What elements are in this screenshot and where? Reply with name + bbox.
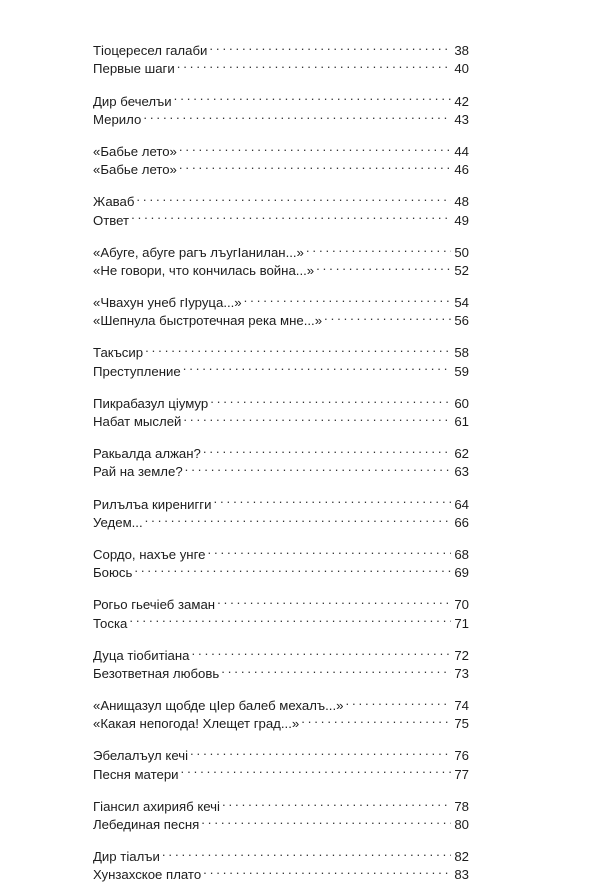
toc-group — [93, 289, 469, 329]
toc-group — [93, 742, 469, 782]
toc-entry-page-number: 73 — [454, 665, 469, 681]
toc-entry-title: Ракьалда алжан? — [93, 446, 201, 462]
dot-leader — [201, 811, 451, 829]
toc-entry-title: Боюсь — [93, 565, 133, 581]
toc-entry-title: Гіансил ахирияб кечі — [93, 798, 220, 814]
toc-entry-page-number: 83 — [454, 867, 469, 883]
toc-entry-title: Тоска — [93, 615, 128, 631]
toc-entry — [93, 541, 469, 562]
dot-leader — [306, 239, 451, 257]
toc-entry-title: Ответ — [93, 212, 130, 228]
toc-entry-page-number: 64 — [454, 496, 469, 512]
dot-leader — [143, 106, 451, 124]
toc-entry-page-number: 38 — [454, 43, 469, 59]
toc-group — [93, 793, 469, 832]
dot-leader — [179, 156, 451, 174]
toc-entry-page-number: 46 — [454, 162, 469, 178]
toc-group — [93, 37, 469, 77]
toc-entry-page-number: 48 — [454, 194, 469, 210]
toc-entry-title: Дир тіалъи — [93, 849, 160, 865]
toc-group — [93, 390, 469, 429]
toc-group — [93, 692, 469, 732]
dot-leader — [301, 710, 451, 728]
toc-entry — [93, 87, 469, 109]
toc-entry-page-number: 40 — [454, 61, 469, 77]
toc-entry — [93, 37, 469, 59]
dot-leader — [217, 591, 451, 609]
toc-group — [93, 87, 469, 127]
dot-leader — [177, 55, 451, 73]
toc-entry-title: Песня матери — [93, 766, 179, 782]
toc-group — [93, 239, 469, 278]
toc-entry-title: «Бабье лето» — [93, 143, 177, 159]
toc-entry — [93, 239, 469, 260]
toc-entry — [93, 692, 469, 714]
toc-entry-page-number: 66 — [454, 514, 469, 530]
toc-entry — [93, 591, 469, 613]
toc-entry-page-number: 72 — [454, 647, 469, 663]
dot-leader — [162, 843, 451, 861]
dot-leader — [129, 609, 451, 627]
toc-entry-title: «Анищазул щобде цІер балеб мехалъ...» — [93, 698, 344, 714]
toc-entry — [93, 106, 469, 127]
dot-leader — [213, 490, 451, 508]
toc-entry-title: Уедем... — [93, 514, 143, 530]
dot-leader — [190, 742, 451, 760]
toc-entry-page-number: 61 — [454, 414, 469, 429]
toc-entry-title: Рай на земле? — [93, 464, 183, 480]
toc-entry-title: Лебединая песня — [93, 817, 200, 832]
toc-entry-page-number: 49 — [454, 212, 469, 228]
toc-entry-title: Дуца тіобитіана — [93, 647, 190, 663]
toc-entry-page-number: 77 — [454, 766, 469, 782]
toc-entry-page-number: 43 — [454, 111, 469, 127]
dot-leader — [222, 793, 451, 811]
toc-entry — [93, 440, 469, 462]
toc-entry-page-number: 60 — [454, 395, 469, 411]
toc-group — [93, 138, 469, 178]
toc-entry-page-number: 58 — [454, 345, 469, 361]
toc-entry-page-number: 63 — [454, 464, 469, 480]
toc-entry-title: Дир бечелъи — [93, 93, 172, 109]
toc-entry-page-number: 68 — [454, 546, 469, 562]
toc-group — [93, 188, 469, 228]
toc-entry — [93, 609, 469, 631]
toc-entry-title: Первые шаги — [93, 61, 175, 77]
toc-entry-title: «Шепнула быстротечная река мне...» — [93, 313, 323, 329]
dot-leader — [145, 509, 451, 527]
dot-leader — [174, 87, 451, 105]
toc-entry-title: Сордо, нахъе унге — [93, 546, 206, 562]
toc-entry — [93, 509, 469, 530]
toc-entry-title: Такъсир — [93, 345, 144, 361]
toc-entry-page-number: 76 — [454, 748, 469, 764]
toc-entry — [93, 559, 469, 581]
table-of-contents — [93, 37, 469, 893]
dot-leader — [209, 37, 451, 55]
toc-entry — [93, 490, 469, 512]
dot-leader — [183, 408, 451, 426]
toc-group — [93, 642, 469, 681]
toc-entry-page-number: 56 — [454, 313, 469, 329]
toc-entry-title: Пикрабазул ціумур — [93, 395, 209, 411]
toc-entry — [93, 742, 469, 764]
dot-leader — [134, 559, 451, 577]
dot-leader — [244, 289, 451, 307]
toc-group — [93, 591, 469, 631]
dot-leader — [221, 660, 451, 678]
toc-entry-title: «Какая непогода! Хлещет град...» — [93, 716, 300, 732]
toc-entry-title: Тіоцересел галаби — [93, 43, 208, 59]
toc-entry-title: Жаваб — [93, 194, 135, 210]
toc-entry-title: Эбелалъул кечі — [93, 748, 189, 764]
dot-leader — [345, 692, 451, 710]
toc-entry-page-number: 80 — [454, 817, 469, 832]
dot-leader — [316, 257, 451, 275]
dot-leader — [203, 440, 451, 458]
toc-entry-page-number: 59 — [454, 363, 469, 379]
toc-entry-title: Безответная любовь — [93, 665, 220, 681]
dot-leader — [203, 861, 451, 879]
toc-entry — [93, 289, 469, 311]
toc-entry — [93, 843, 469, 865]
toc-entry-title: «Абуге, абуге рагъ лъугІанилан...» — [93, 244, 304, 260]
toc-entry — [93, 138, 469, 159]
dot-leader — [185, 458, 451, 476]
toc-entry — [93, 642, 469, 663]
toc-entry-title: «Не говори, что кончилась война...» — [93, 262, 315, 278]
toc-entry-title: Рогьо гьечіеб заман — [93, 597, 216, 613]
toc-entry-title: «Чвахун унеб гІуруца...» — [93, 295, 242, 311]
toc-entry-page-number: 62 — [454, 446, 469, 462]
dot-leader — [131, 206, 451, 224]
toc-entry-page-number: 42 — [454, 93, 469, 109]
toc-group — [93, 440, 469, 480]
toc-entry-page-number: 82 — [454, 849, 469, 865]
toc-entry — [93, 206, 469, 228]
toc-entry-page-number: 75 — [454, 716, 469, 732]
toc-entry — [93, 793, 469, 814]
toc-entry-page-number: 78 — [454, 798, 469, 814]
toc-entry — [93, 390, 469, 411]
toc-entry-title: Хунзахское плато — [93, 867, 202, 883]
toc-group — [93, 490, 469, 530]
toc-entry-title: «Бабье лето» — [93, 162, 177, 178]
toc-entry-page-number: 69 — [454, 565, 469, 581]
dot-leader — [179, 138, 451, 156]
dot-leader — [145, 339, 451, 357]
toc-entry — [93, 188, 469, 210]
dot-leader — [181, 760, 451, 778]
toc-entry-page-number: 70 — [454, 597, 469, 613]
toc-entry-page-number: 71 — [454, 615, 469, 631]
dot-leader — [207, 541, 451, 559]
dot-leader — [183, 357, 451, 375]
toc-entry-title: Мерило — [93, 111, 142, 127]
toc-entry-page-number: 44 — [454, 143, 469, 159]
toc-entry-page-number: 54 — [454, 295, 469, 311]
toc-entry-title: Преступление — [93, 363, 181, 379]
toc-group — [93, 541, 469, 581]
dot-leader — [210, 390, 451, 408]
toc-entry-page-number: 74 — [454, 698, 469, 714]
toc-entry — [93, 357, 469, 379]
toc-group — [93, 339, 469, 379]
toc-entry-page-number: 50 — [454, 244, 469, 260]
dot-leader — [136, 188, 451, 206]
dot-leader — [324, 307, 451, 325]
toc-entry-title: Рилълъа киренигги — [93, 496, 212, 512]
toc-group — [93, 843, 469, 883]
dot-leader — [192, 642, 451, 660]
toc-entry-title: Набат мыслей — [93, 414, 182, 429]
toc-entry — [93, 339, 469, 361]
toc-entry-page-number: 52 — [454, 262, 469, 278]
